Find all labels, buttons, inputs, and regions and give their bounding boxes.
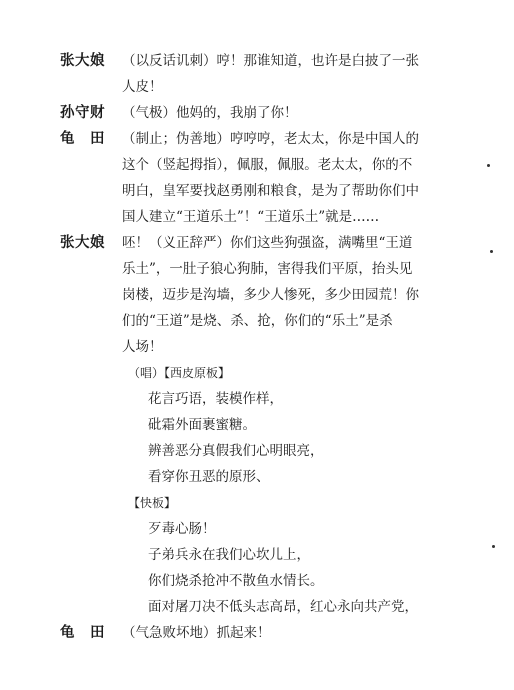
- lyric-line: 歹毒心肠！: [148, 521, 216, 537]
- dialogue-line: 人场！: [122, 339, 163, 355]
- speaker-zhang-1: 张大娘: [60, 52, 105, 69]
- dialogue-line: 明白，皇军要找赵勇刚和粮食，是为了帮助你们中: [122, 183, 419, 199]
- speaker-guitian-2: 龟 田: [60, 624, 105, 641]
- speaker-zhang-2: 张大娘: [60, 234, 105, 251]
- dialogue-line: （气急败坏地）抓起来！: [122, 625, 271, 641]
- speaker-sun-1: 孙守财: [60, 104, 105, 121]
- dot-mark: [490, 250, 493, 253]
- dialogue-line: 岗楼，迈步是沟墙，多少人惨死，多少田园荒！你: [122, 287, 419, 303]
- speaker-guitian-1: 龟 田: [60, 130, 105, 147]
- dialogue-line: 国人建立“王道乐土”！“王道乐土”就是……: [122, 209, 380, 225]
- dialogue-line: 们的“王道”是烧、杀、抢，你们的“乐土”是杀: [122, 313, 393, 329]
- dialogue-line: 呸！（义正辞严）你们这些狗强盗，满嘴里“王道: [122, 235, 413, 251]
- dialogue-line: （以反话讥刺）哼！那谁知道，也许是白披了一张: [122, 53, 419, 69]
- stage-direction-sing: （唱）【西皮原板】: [128, 366, 231, 380]
- dot-mark: [487, 164, 490, 167]
- dialogue-line: 这个（竖起拇指），佩服，佩服。老太太，你的不: [122, 157, 413, 173]
- lyric-line: 花言巧语，装模作样，: [148, 391, 283, 407]
- dialogue-line: （气极）他妈的，我崩了你！: [122, 105, 298, 121]
- lyric-line: 辨善恶分真假我们心明眼亮，: [148, 443, 324, 459]
- dialogue-line: 乐土”，一肚子狼心狗肺，害得我们平原，抬头见: [122, 261, 413, 277]
- dialogue-line: 人皮！: [122, 79, 163, 95]
- dot-mark: [492, 545, 495, 548]
- lyric-line: 面对屠刀决不低头志高昂，红心永向共产党，: [148, 599, 418, 615]
- lyric-line: 看穿你丑恶的原形、: [148, 469, 270, 485]
- lyric-line: 子弟兵永在我们心坎儿上，: [148, 547, 310, 563]
- dialogue-line: （制止；伪善地）哼哼哼，老太太，你是中国人的: [122, 131, 419, 147]
- lyric-line: 你们烧杀抢冲不散鱼水情长。: [148, 573, 324, 589]
- stage-direction-kuaiban: 【快板】: [128, 496, 177, 510]
- lyric-line: 砒霜外面裹蜜糖。: [148, 417, 256, 433]
